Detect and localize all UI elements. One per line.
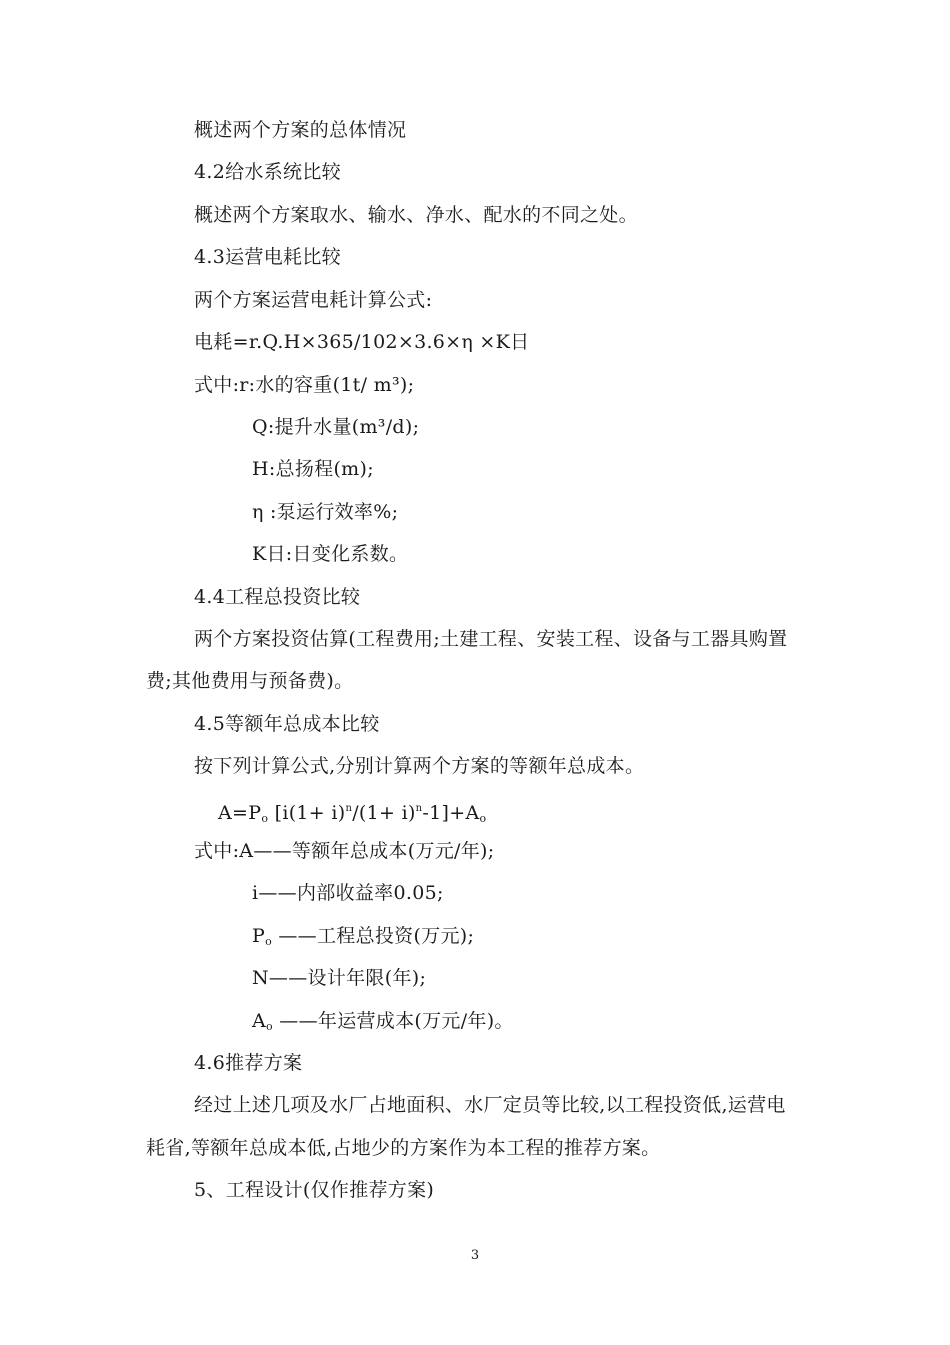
definition-r: 式中:r:水的容重(1t/ m³); [194,374,415,396]
definition-i: i——内部收益率0.05; [252,882,444,904]
heading-5: 5、工程设计(仅作推荐方案) [194,1179,435,1201]
heading-4-5: 4.5等额年总成本比较 [194,713,380,735]
power-formula: 电耗=r.Q.H×365/102×3.6×η ×K日 [194,331,530,353]
paragraph-recommend-1: 经过上述几项及水厂占地面积、水厂定员等比较,以工程投资低,运营电 [194,1094,786,1116]
paragraph-investment-2: 费;其他费用与预备费)。 [146,670,354,692]
paragraph-cost-intro: 按下列计算公式,分别计算两个方案的等额年总成本。 [194,755,645,777]
definition-eta: η :泵运行效率%; [252,501,399,523]
paragraph-investment-1: 两个方案投资估算(工程费用;土建工程、安装工程、设备与工器具购置 [194,628,788,650]
heading-4-4: 4.4工程总投资比较 [194,586,361,608]
heading-4-6: 4.6推荐方案 [194,1052,303,1074]
heading-4-2: 4.2给水系统比较 [194,161,341,183]
paragraph-overview: 概述两个方案的总体情况 [194,119,407,141]
definition-a: 式中:A——等额年总成本(万元/年); [194,840,495,862]
definition-h: H:总扬程(m); [252,458,374,480]
heading-4-3: 4.3运营电耗比较 [194,246,341,268]
definition-q: Q:提升水量(m³/d); [252,416,420,438]
definition-ao: $A_o$ ——年运营成本(万元/年)。 [252,1010,514,1033]
paragraph-recommend-2: 耗省,等额年总成本低,占地少的方案作为本工程的推荐方案。 [146,1137,661,1159]
definition-po: $P_o$ ——工程总投资(万元); [252,925,475,948]
page-number: 3 [470,1248,480,1263]
paragraph-formula-intro: 两个方案运营电耗计算公式: [194,289,433,311]
annuity-formula: $A=P_o$ $[i(1+ i)^n/(1+ i)^n-1]+A_o$ [218,802,487,825]
paragraph-water-supply: 概述两个方案取水、输水、净水、配水的不同之处。 [194,204,638,226]
definition-n: N——设计年限(年); [252,967,427,989]
definition-k: K日:日变化系数。 [252,543,409,565]
